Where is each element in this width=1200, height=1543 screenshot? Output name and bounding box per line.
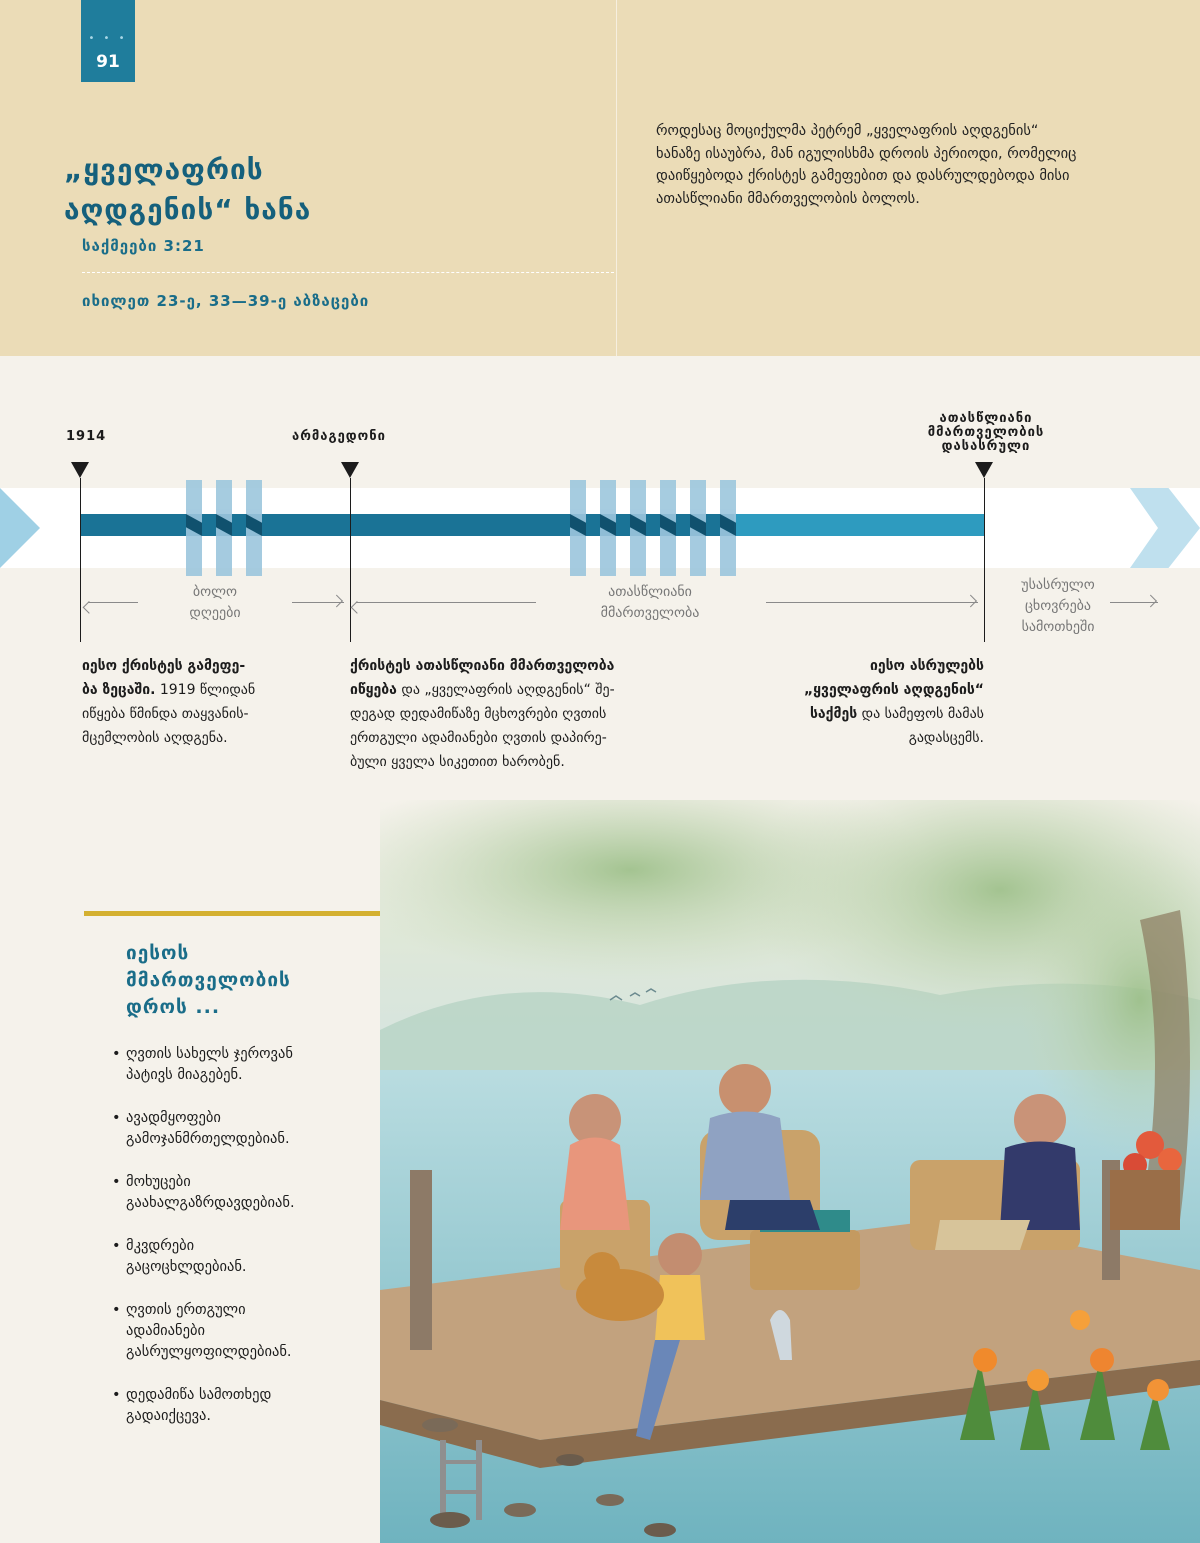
header-dashed-divider bbox=[82, 272, 614, 273]
time-break-stripe bbox=[216, 480, 232, 576]
period-last-days: ბოლო დღეები bbox=[189, 584, 241, 621]
marker-armageddon-icon bbox=[341, 462, 359, 478]
event-3-heading: იესო ასრულებს „ყველაფრის აღდგენის“ საქმეს bbox=[803, 658, 984, 722]
timeline-start-arrow-icon bbox=[0, 488, 40, 568]
timeline-tick-end bbox=[984, 478, 985, 642]
timeline-tick-armageddon bbox=[350, 478, 351, 642]
timeline-bar-millennium bbox=[350, 514, 734, 536]
arrow-right-icon bbox=[292, 602, 344, 603]
event-2-heading: ქრისტეს ათასწლიანი მმართველობა იწყება bbox=[350, 658, 615, 698]
list-item: • ღვთის სახელს ჯეროვან პატივს მიაგებენ. bbox=[112, 1044, 372, 1086]
timeline-tick-1914 bbox=[80, 478, 81, 642]
event-1-heading: იესო ქრისტეს გამეფე- ბა ზეცაში. bbox=[82, 658, 246, 698]
event-1-text: 1919 წლიდან იწყება წმინდა თაყვანის- მცემლობის აღდგენა. bbox=[82, 682, 256, 746]
list-item: • მკვდრები გაცოცხლდებიან. bbox=[112, 1236, 372, 1278]
timeline-label-armageddon: არმაგედონი bbox=[292, 429, 386, 444]
event-jesus-enthroned bbox=[82, 654, 322, 750]
arrow-right-icon bbox=[1110, 602, 1158, 603]
list-item: • ღვთის ერთგული ადამიანები გასრულყოფილდებიან. bbox=[112, 1300, 372, 1363]
intro-paragraph: როდესაც მოციქულმა პეტრემ „ყველაფრის აღდგენის“ ხანაზე ისაუბრა, მან იგულისხმა დროის პერიოდი, რომელიც დაიწყებოდა ქრისტეს გამეფებით და დასრულდებოდა მისი ათასწლიანი მმართველობის ბოლოს. bbox=[656, 123, 1077, 207]
see-paragraphs: იხილეთ 23-ე, 33—39-ე აბზაცები bbox=[82, 292, 370, 310]
page-number: 91 bbox=[96, 52, 120, 72]
scripture-reference: საქმეები 3:21 bbox=[82, 237, 205, 255]
time-break-stripe bbox=[690, 480, 706, 576]
time-break-stripe bbox=[660, 480, 676, 576]
header-divider bbox=[616, 0, 617, 356]
box-list bbox=[112, 1044, 372, 1449]
marker-end-icon bbox=[975, 462, 993, 478]
arrow-left-icon bbox=[356, 602, 536, 603]
timeline-bar-last-days bbox=[80, 514, 350, 536]
time-break-stripe bbox=[246, 480, 262, 576]
period-eternal-life: უსასრულო ცხოვრება სამოთხეში bbox=[1021, 577, 1095, 635]
box-title: იესოს მმართველობის დროს ... bbox=[126, 942, 291, 1018]
list-item: • დედამიწა სამოთხედ გადაიქცევა. bbox=[112, 1385, 372, 1427]
timeline-label-millennium-end: ათასწლიანი მმართველობის დასასრული bbox=[927, 411, 1045, 454]
marker-1914-icon bbox=[71, 462, 89, 478]
timeline-bar-millennium-end bbox=[734, 514, 984, 536]
period-millennium: ათასწლიანი მმართველობა bbox=[600, 584, 700, 621]
box-accent-bar bbox=[84, 911, 380, 916]
time-break-stripe bbox=[570, 480, 586, 576]
page-dots: • • • bbox=[88, 33, 128, 44]
time-break-stripe bbox=[720, 480, 736, 576]
page-title: „ყველაფრის აღდგენის“ ხანა bbox=[64, 153, 312, 226]
time-break-stripe bbox=[600, 480, 616, 576]
family-dock-scene bbox=[380, 800, 1200, 1543]
event-3-text: და სამეფოს მამას გადასცემს. bbox=[861, 706, 984, 746]
arrow-left-icon bbox=[88, 602, 138, 603]
time-break-stripe bbox=[630, 480, 646, 576]
paradise-illustration bbox=[380, 800, 1200, 1543]
list-item: • ავადმყოფები გამოჯანმრთელდებიან. bbox=[112, 1108, 372, 1150]
event-millennium-begins bbox=[350, 654, 710, 774]
page-number-tab bbox=[81, 0, 135, 82]
list-item: • მოხუცები გაახალგაზრდავდებიან. bbox=[112, 1172, 372, 1214]
timeline-label-1914: 1914 bbox=[66, 429, 107, 444]
event-restoration-complete bbox=[720, 654, 984, 750]
arrow-right-icon bbox=[766, 602, 978, 603]
event-2-text: და „ყველაფრის აღდგენის“ შე- დეგად დედამიწაზე მცხოვრები ღვთის ერთგული ადამიანები ღვთის დაპირე- ბული ყველა სიკეთით ხარობენ. bbox=[350, 682, 615, 770]
time-break-stripe bbox=[186, 480, 202, 576]
